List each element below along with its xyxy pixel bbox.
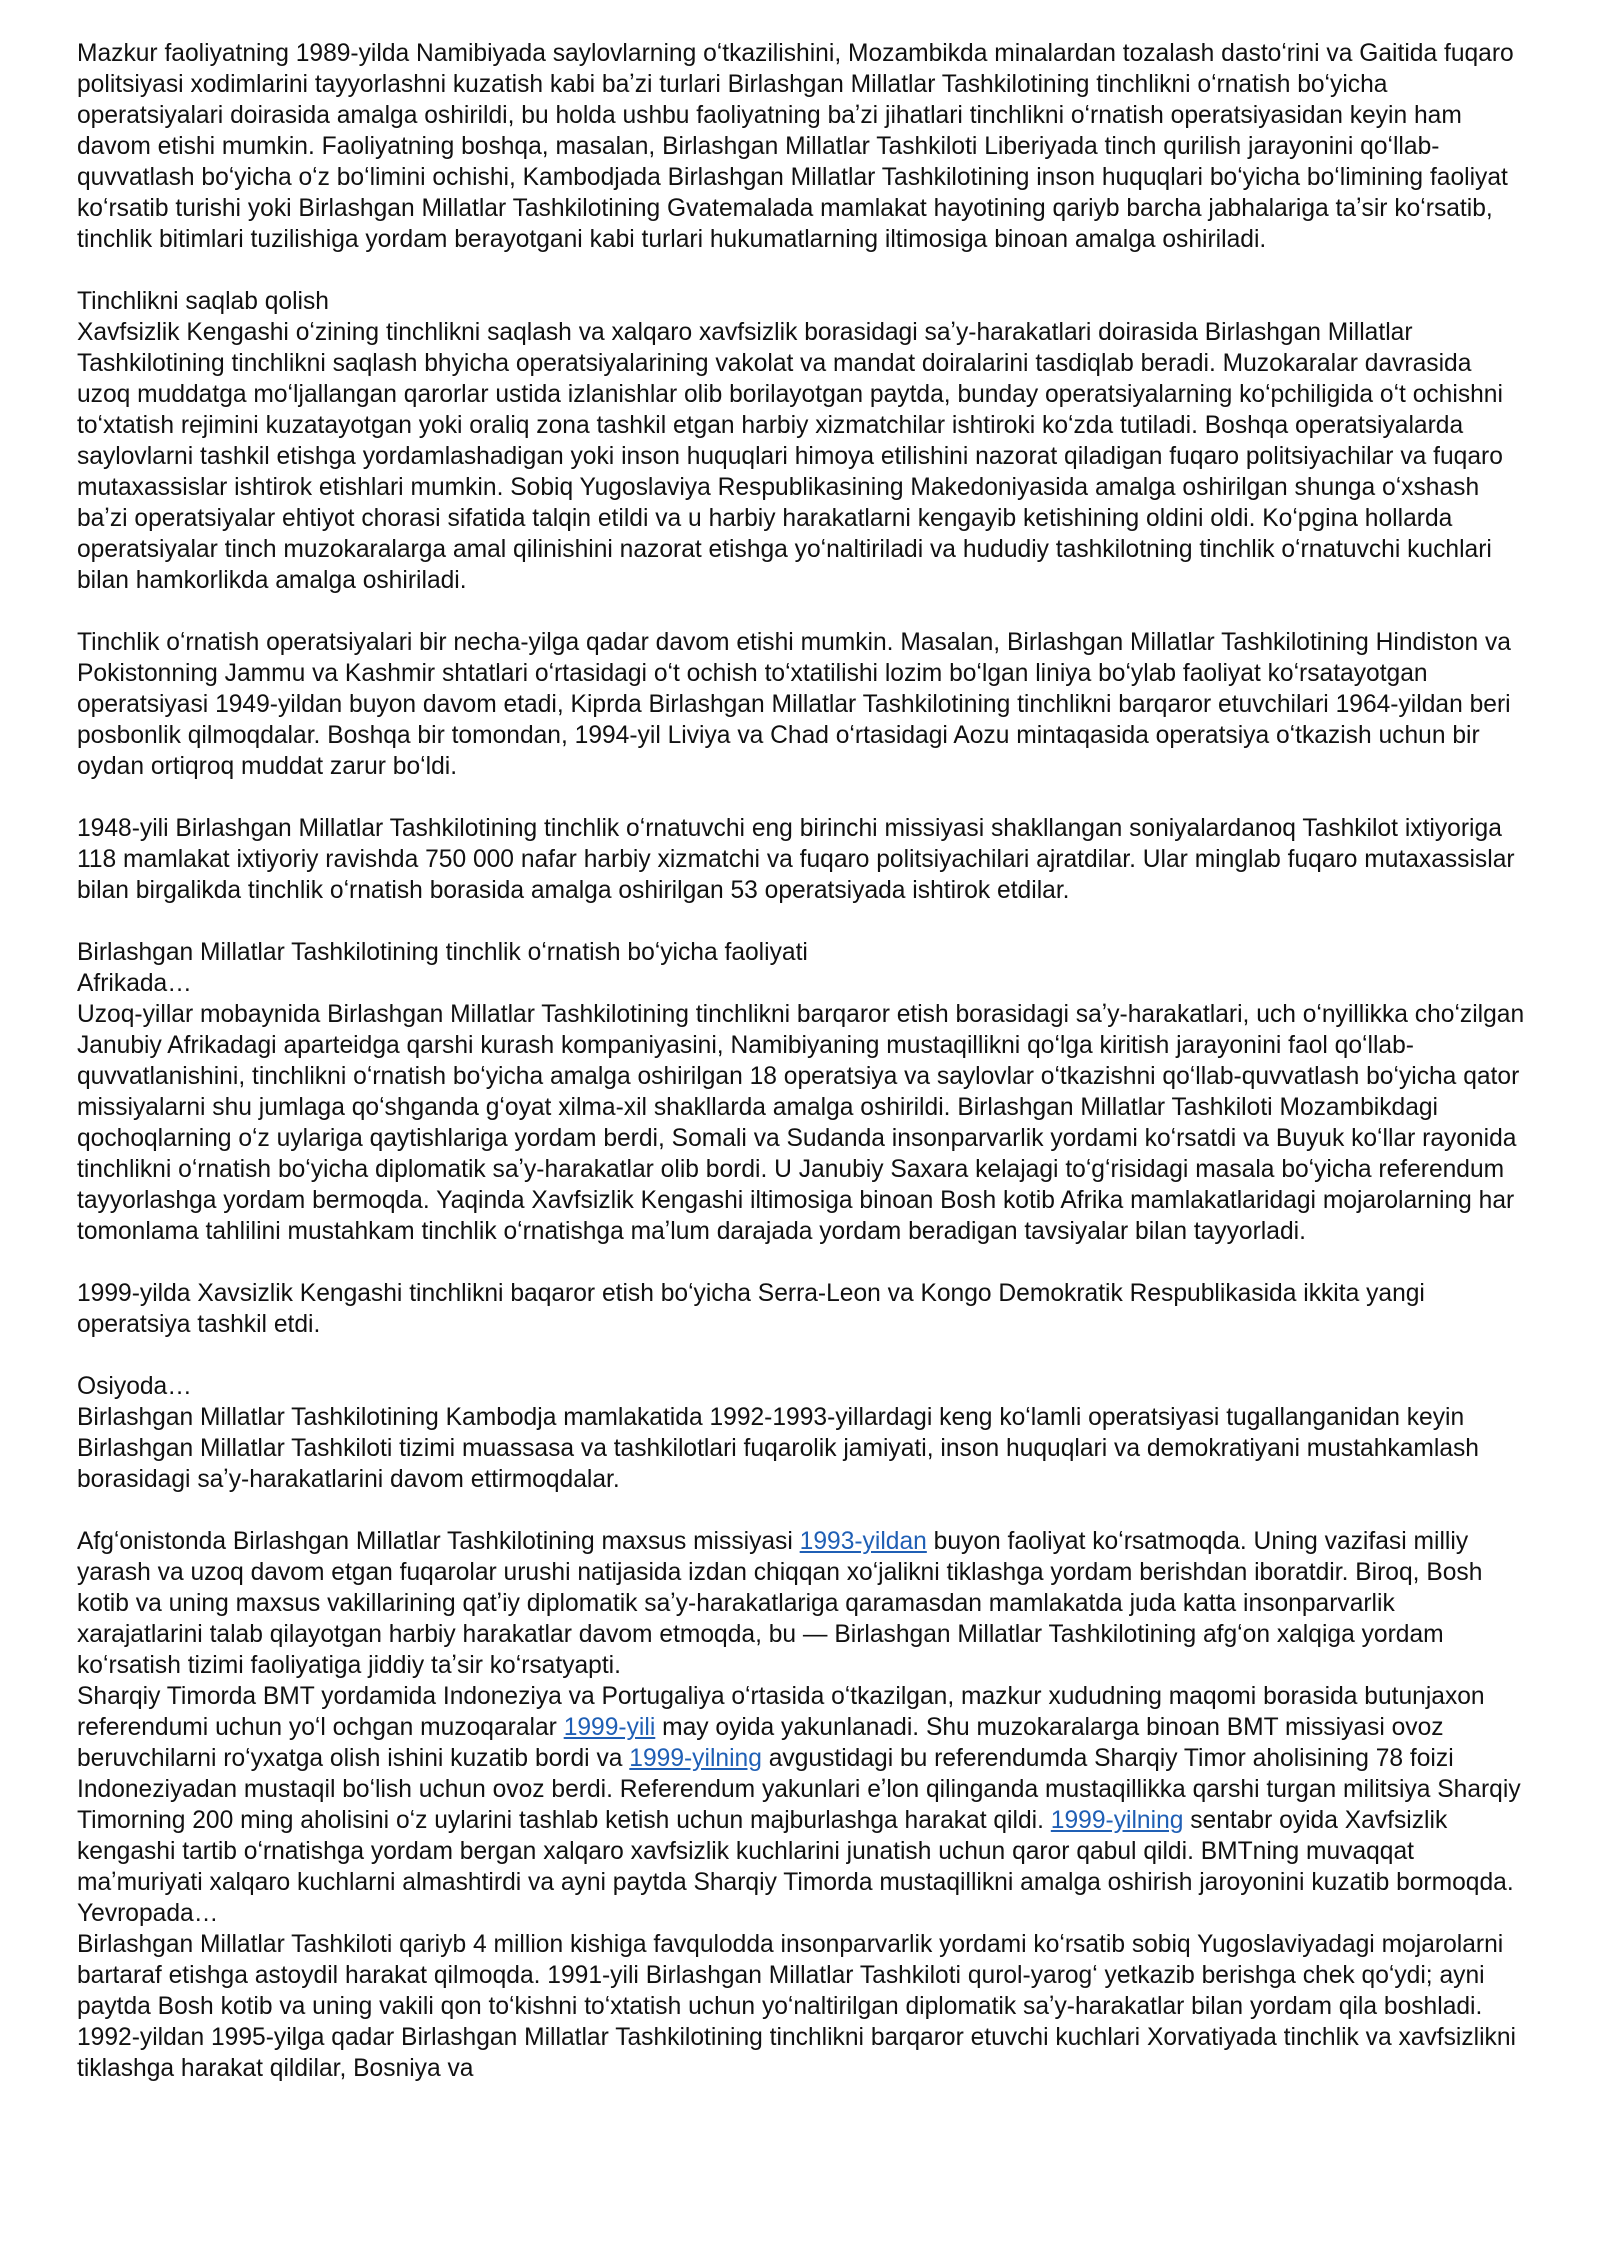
section-tinchlikni-saqlab-qolish (77, 286, 1527, 596)
paragraph-europe: Birlashgan Millatlar Tashkiloti qariyb 4 million kishiga favqulodda insonparvarlik yordami koʻrsatib sobiq Yugoslaviyadagi mojarolarni bartaraf etishga astoydil harakat qilmoqda. 1991-yili Birlashgan Millatlar Tashkiloti qurol-yarogʻ yetkazib berishga chek qoʻydi; ayni paytda Bosh kotib va uning vakili qon toʻkishni toʻxtatish uchun yoʻnaltirilgan diplomatik saʼy-harakatlar bilan yordam qila boshladi. 1992-yildan 1995-yilga qadar Birlashgan Millatlar Tashkilotining tinchlikni barqaror etuvchi kuchlari Xorvatiyada tinchlik va xavfsizlikni tiklashga harakat qildilar, Bosniya va (77, 1931, 1516, 2082)
link-1993-yildan[interactable]: 1993-yildan (799, 1528, 927, 1555)
timor-text-d: sentabr oyida Xavfsizlik kengashi tartib oʻrnatishga yordam bergan xalqaro xavfsizlik kuchlarini junatish uchun qaror qabul qildi. BMTning muvaqqat maʼmuriyati xalqaro kuchlarni almashtirdi va ayni paytda Sharqiy Timorda mustaqillikni amalga oshirish jaroyonini kuzatib bormoqda. (77, 1807, 1514, 1896)
section-osiyoda (77, 1371, 1527, 1495)
link-1999-yilning-august[interactable]: 1999-yilning (629, 1745, 762, 1772)
afghanistan-text-b: buyon faoliyat koʻrsatmoqda. Uning vazifasi milliy yarash va uzoq davom etgan fuqarolar urushi natijasida izdan chiqqan xoʻjalikni tiklashga yordam berishdan iboratdir. Biroq, Bosh kotib va uning maxsus vakillarining qatʼiy diplomatik saʼy-harakatlariga qaramasdan mamlakatda juda katta insonparvarlik xarajatlarini talab qilayotgan harbiy harakatlar davom etmoqda, bu — Birlashgan Millatlar Tashkilotining afgʻon xalqiga yordam koʻrsatish tizimi faoliyatiga jiddiy taʼsir koʻrsatyapti. (77, 1528, 1483, 1679)
link-1999-yili[interactable]: 1999-yili (563, 1714, 656, 1741)
paragraph-east-timor (77, 1681, 1527, 1898)
subheading-yevropada: Yevropada… (77, 1900, 219, 1927)
paragraph-afghanistan (77, 1526, 1527, 1681)
paragraph-africa: Uzoq-yillar mobaynida Birlashgan Millatlar Tashkilotining tinchlikni barqaror etish borasidagi saʼy-harakatlari, uch oʻnyillikka choʻzilgan Janubiy Afrikadagi aparteidga qarshi kurash kompaniyasini, Namibiyaning mustaqillikni qoʻlga kiritish jarayonini faol qoʻllab-quvvatlanishini, tinchlikni oʻrnatish boʻyicha amalga oshirilgan 18 operatsiya va saylovlar oʻtkazishni qoʻllab-quvvatlash boʻyicha qator missiyalarni shu jumlaga qoʻshganda gʻoyat xilma-xil shakllarda amalga oshirildi. Birlashgan Millatlar Tashkiloti Mozambikdagi qochoqlarning oʻz uylariga qaytishlariga yordam berdi, Somali va Sudanda insonparvarlik yordami koʻrsatdi va Buyuk koʻllar rayonida tinchlikni oʻrnatish boʻyicha diplomatik saʼy-harakatlar olib bordi. U Janubiy Saxara kelajagi toʻgʻrisidagi masala boʻyicha referendum tayyorlashga yordam bermoqda. Yaqinda Xavfsizlik Kengashi iltimosiga binoan Bosh kotib Afrika mamlakatlaridagi mojarolarning har tomonlama tahlilini mustahkam tinchlik oʻrnatishga maʼlum darajada yordam beradigan tavsiyalar bilan tayyorladi. (77, 1001, 1525, 1245)
subheading-osiyoda: Osiyoda… (77, 1373, 192, 1400)
section-afrikada (77, 937, 1527, 1247)
afghanistan-text-a: Afgʻonistonda Birlashgan Millatlar Tashkilotining maxsus missiyasi (77, 1528, 800, 1555)
paragraph-1948-mission: 1948-yili Birlashgan Millatlar Tashkilotining tinchlik oʻrnatuvchi eng birinchi missiyasi shakllangan soniyalardanoq Tashkilot ixtiyoriga 118 mamlakat ixtiyoriy ravishda 750 000 nafar harbiy xizmatchi va fuqaro politsiyachilari ajratdilar. Ular minglab fuqaro mutaxassislar bilan birgalikda tinchlik oʻrnatish borasida amalga oshirilgan 53 operatsiyada ishtirok etdilar. (77, 815, 1515, 904)
timor-text-a: Sharqiy Timorda BMT yordamida Indoneziya va Portugaliya oʻrtasida oʻtkazilgan, mazkur xududning maqomi borasida butunjaxon referendumi uchun yoʻl ochgan muzoqaralar (77, 1683, 1485, 1741)
paragraph-cambodia: Birlashgan Millatlar Tashkilotining Kambodja mamlakatida 1992-1993-yillardagi keng koʻlamli operatsiyasi tugallanganidan keyin Birlashgan Millatlar Tashkiloti tizimi muassasa va tashkilotlari fuqarolik jamiyati, inson huquqlari va demokratiyani mustahkamlash borasidagi saʼy-harakatlarini davom ettirmoqdalar. (77, 1404, 1479, 1493)
section-afghanistan-timor (77, 1526, 1527, 2084)
paragraph-1999-operations: 1999-yilda Xavsizlik Kengashi tinchlikni baqaror etish boʻyicha Serra-Leon va Kongo Demokratik Respublikasida ikkita yangi operatsiya tashkil etdi. (77, 1280, 1425, 1338)
paragraph-intro: Mazkur faoliyatning 1989-yilda Namibiyada saylovlarning oʻtkazilishini, Mozambikda minalardan tozalash dastoʻrini va Gaitida fuqaro politsiyasi xodimlarini tayyorlashni kuzatish kabi baʼzi turlari Birlashgan Millatlar Tashkilotining tinchlikni oʻrnatish boʻyicha operatsiyalari doirasida amalga oshirildi, bu holda ushbu faoliyatning baʼzi jihatlari tinchlikni oʻrnatish operatsiyasidan keyin ham davom etishi mumkin. Faoliyatning boshqa, masalan, Birlashgan Millatlar Tashkiloti Liberiyada tinch qurilish jarayonini qoʻllab-quvvatlash boʻyicha oʻz boʻlimini ochishi, Kambodjada Birlashgan Millatlar Tashkilotining inson huquqlari boʻyicha boʻlimining faoliyat koʻrsatib turishi yoki Birlashgan Millatlar Tashkilotining Gvatemalada mamlakat hayotining qariyb barcha jabhalariga taʼsir koʻrsatib, tinchlik bitimlari tuzilishiga yordam berayotgani kabi turlari hukumatlarning iltimosiga binoan amalga oshiriladi. (77, 40, 1514, 253)
timor-text-c: avgustidagi bu referendumda Sharqiy Timor aholisining 78 foizi Indoneziyadan mustaqil boʻlish uchun ovoz berdi. Referendum yakunlari eʼlon qilinganda mustaqillikka qarshi turgan militsiya Sharqiy Timorning 200 ming aholisini oʻz uylarini tashlab ketish uchun majburlashga harakat qildi. (77, 1745, 1521, 1834)
timor-text-b: may oyida yakunlanadi. Shu muzokaralarga binoan BMT missiyasi ovoz beruvchilarni roʻyxatga olish ishini kuzatib bordi va (77, 1714, 1444, 1772)
subheading-afrikada: Afrikada… (77, 970, 192, 997)
document-page (77, 38, 1527, 2084)
section-heading-saqlab: Tinchlikni saqlab qolish (77, 288, 329, 315)
link-1999-yilning-september[interactable]: 1999-yilning (1050, 1807, 1184, 1834)
section-heading-faoliyati: Birlashgan Millatlar Tashkilotining tinchlik oʻrnatish boʻyicha faoliyati (77, 939, 808, 966)
paragraph-security-council: Xavfsizlik Kengashi oʻzining tinchlikni saqlash va xalqaro xavfsizlik borasidagi saʼy-harakatlari doirasida Birlashgan Millatlar Tashkilotining tinchlikni saqlash bhyicha operatsiyalarining vakolat va mandat doiralarini tasdiqlab beradi. Muzokaralar davrasida uzoq muddatga moʻljallangan qarorlar ustida izlanishlar olib borilayotgan paytda, bunday operatsiyalarning koʻpchiligida oʻt ochishni toʻxtatish rejimini kuzatayotgan yoki oraliq zona tashkil etgan harbiy xizmatchilar ishtiroki koʻzda tutiladi. Boshqa operatsiyalarda saylovlarni tashkil etishga yordamlashadigan yoki inson huquqlari himoya etilishini nazorat qiladigan fuqaro politsiyachilar va fuqaro mutaxassislar ishtirok etishlari mumkin. Sobiq Yugoslaviya Respublikasining Makedoniyasida amalga oshirilgan shunga oʻxshash baʼzi operatsiyalar ehtiyot chorasi sifatida talqin etildi va u harbiy harakatlarni kengayib ketishining oldini oldi. Koʻpgina hollarda operatsiyalar tinch muzokaralarga amal qilinishini nazorat etishga yoʻnaltiriladi va hududiy tashkilotning tinchlik oʻrnatuvchi kuchlari bilan hamkorlikda amalga oshiriladi. (77, 319, 1503, 594)
paragraph-duration: Tinchlik oʻrnatish operatsiyalari bir necha-yilga qadar davom etishi mumkin. Masalan, Birlashgan Millatlar Tashkilotining Hindiston va Pokistonning Jammu va Kashmir shtatlari oʻrtasidagi oʻt ochish toʻxtatilishi lozim boʻlgan liniya boʻylab faoliyat koʻrsatayotgan operatsiyasi 1949-yildan buyon davom etadi, Kiprda Birlashgan Millatlar Tashkilotining tinchlikni barqaror etuvchilari 1964-yildan beri posbonlik qilmoqdalar. Boshqa bir tomondan, 1994-yil Liviya va Chad oʻrtasidagi Aozu mintaqasida operatsiya oʻtkazish uchun bir oydan ortiqroq muddat zarur boʻldi. (77, 629, 1511, 780)
